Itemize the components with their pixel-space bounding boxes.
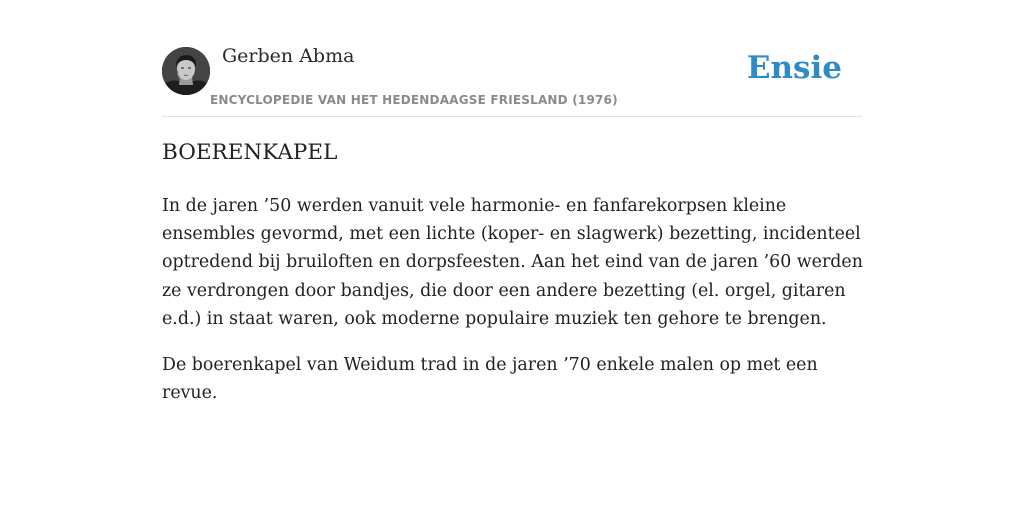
ensie-logo[interactable]: Ensie — [746, 50, 842, 86]
article-card — [162, 0, 862, 512]
article-title: BOERENKAPEL — [162, 140, 338, 165]
article-body — [162, 192, 874, 425]
author-avatar[interactable] — [162, 47, 210, 95]
source-label[interactable]: ENCYCLOPEDIE VAN HET HEDENDAAGSE FRIESLAND (1976) — [210, 93, 618, 107]
author-name[interactable]: Gerben Abma — [222, 45, 355, 67]
article-header — [162, 0, 862, 117]
paragraph: De boerenkapel van Weidum trad in de jaren ’70 enkele malen op met een revue. — [162, 355, 818, 404]
paragraph: In de jaren ’50 werden vanuit vele harmonie- en fanfarekorpsen kleine ensembles gevormd, met een lichte (koper- en slagwerk) bezetting, incidenteel optredend bij bruiloften en dorpsfeesten. Aan het eind van de jaren ’60 werden ze verdrongen door bandjes, die door een andere bezetting (el. orgel, gitaren e.d.) in staat waren, ook moderne populaire muziek ten gehore te brengen. — [162, 196, 863, 329]
portrait-icon — [162, 47, 210, 95]
